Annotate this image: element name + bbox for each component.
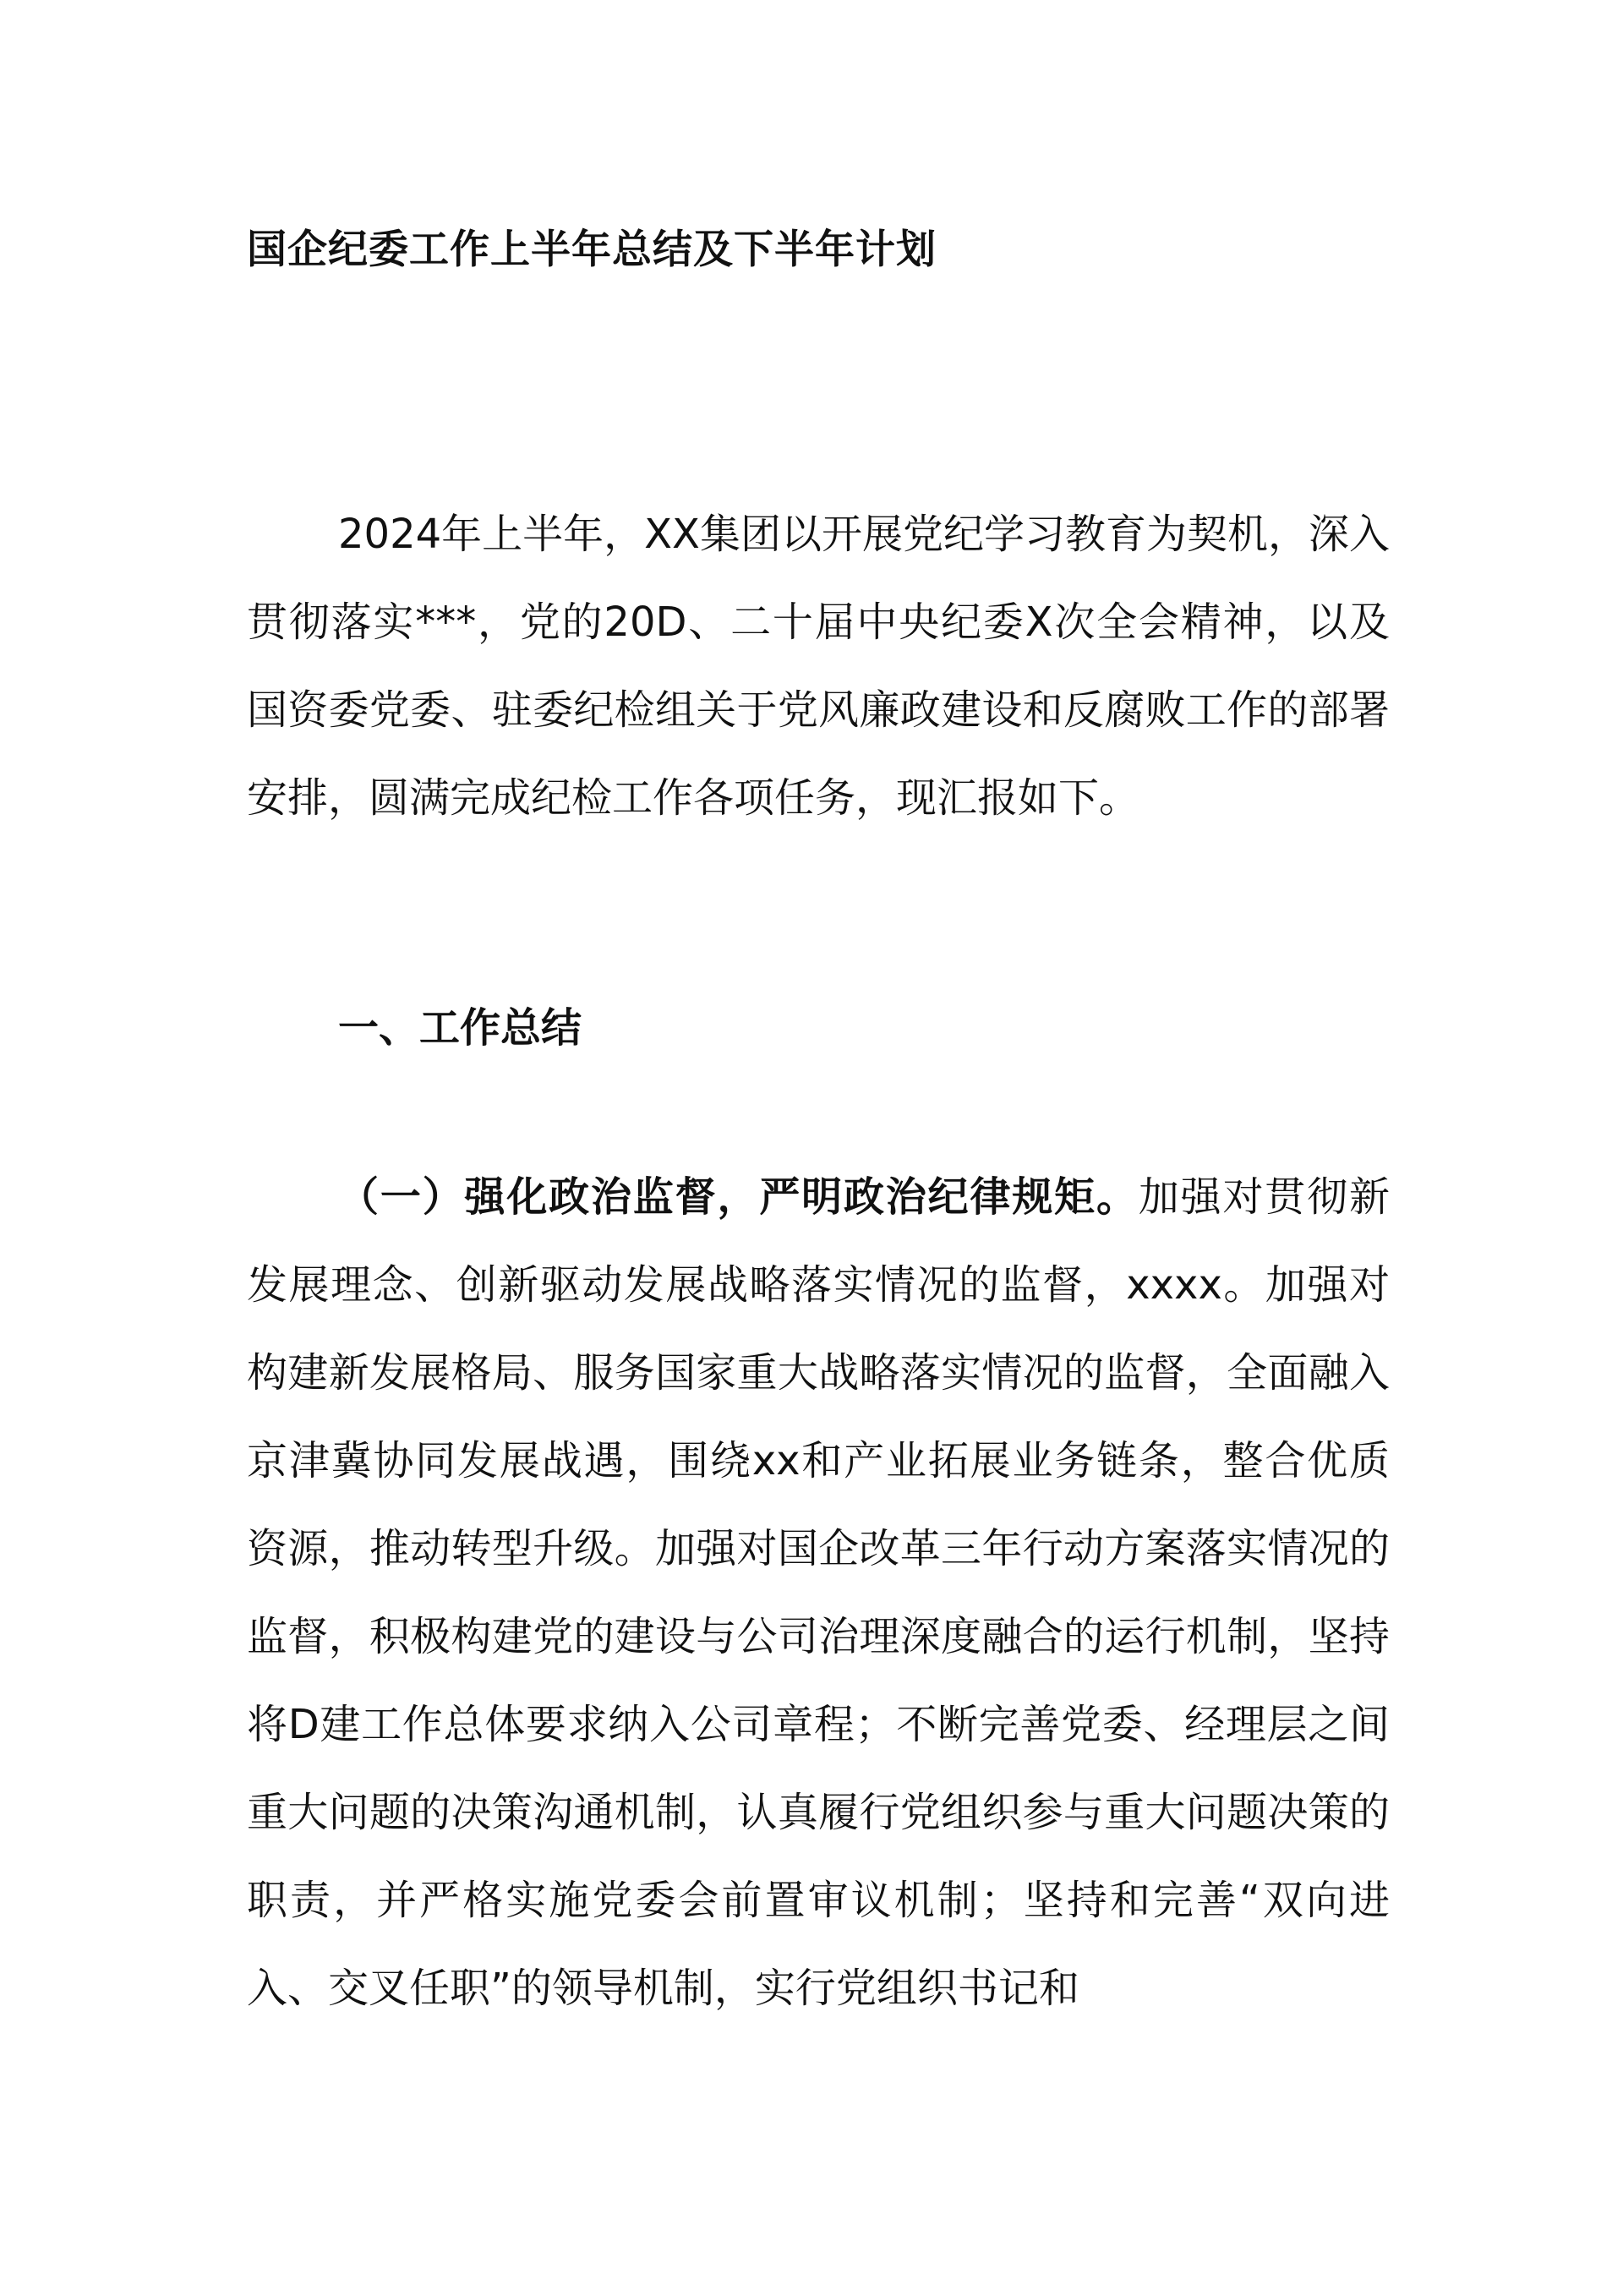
section-heading: 一、工作总结 [338, 1004, 582, 1052]
intro-paragraph: 2024年上半年，XX集团以开展党纪学习教育为契机，深入贯彻落实***，党的20D、二十届中央纪委X次全会精神，以及国资委党委、驻委纪检组关于党风廉政建设和反腐败工作的部署安排，圆满完成纪检工作各项任务，现汇报如下。 [247, 511, 1390, 822]
item-paragraph-1 [247, 1153, 1390, 2032]
document-title: 国企纪委工作上半年总结及下半年计划 [247, 227, 937, 273]
item-1-text: 加强对贯彻新发展理念、创新驱动发展战略落实情况的监督，xxxx。加强对构建新发展格局、服务国家重大战略落实情况的监督，全面融入京津冀协同发展战遇，围绕xx和产业拓展业务链条，整合优质资源，推动转型升级。加强对国企改革三年行动方案落实情况的监督，积极构建党的建设与公司治理深度融合的运行机制，坚持将D建工作总体要求纳入公司章程；不断完善党委、经理层之间重大问题的决策沟通机制，认真履行党组织参与重大问题决策的职责，并严格实施党委会前置审议机制；坚持和完善“双向进入、交叉任职”的领导机制，实行党组织书记和 [247, 1173, 1390, 2012]
item-1-lead: （一）强化政治监督，严明政治纪律规矩。 [338, 1173, 1139, 1221]
